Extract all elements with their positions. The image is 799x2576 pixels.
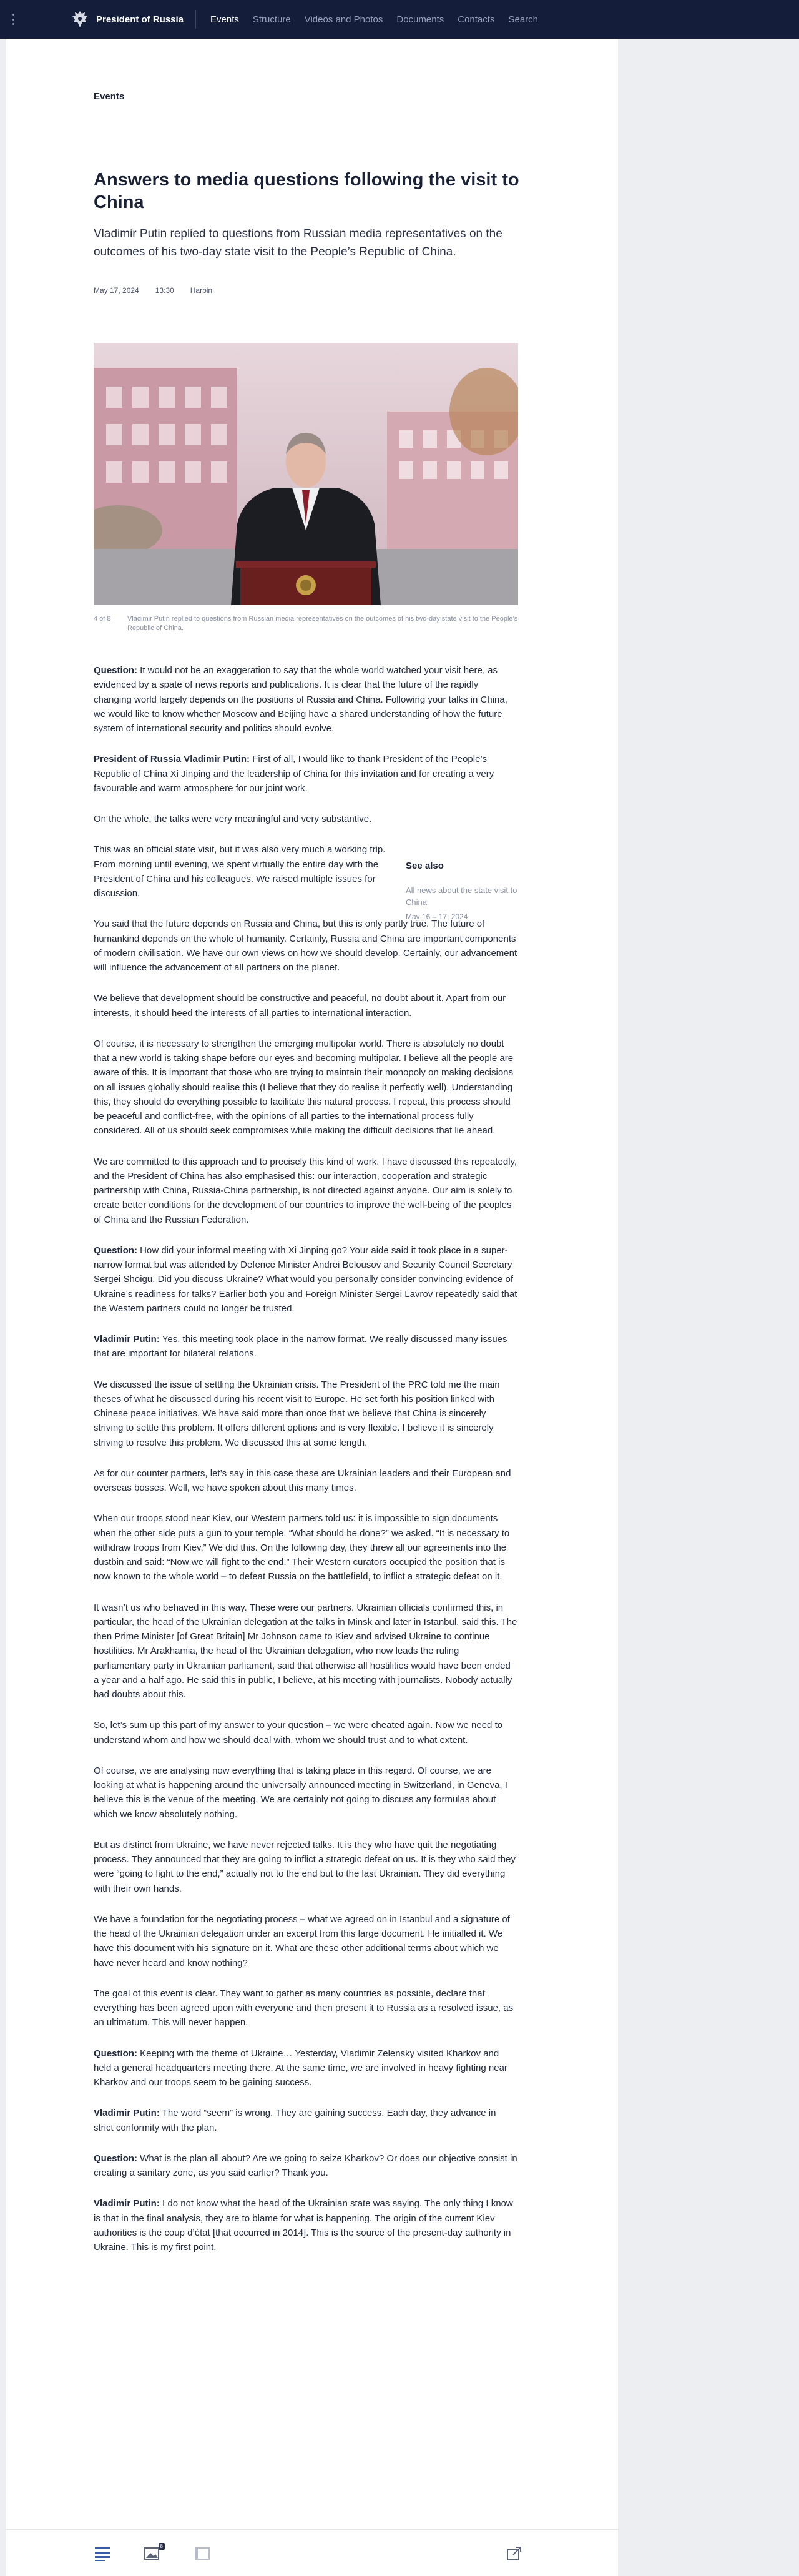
article-title: Answers to media questions following the visit to China <box>94 170 519 213</box>
nav-documents[interactable]: Documents <box>396 14 444 25</box>
photo-count-badge: 8 <box>159 2543 165 2550</box>
bottom-toolbar <box>6 2529 618 2576</box>
photo-gallery-button[interactable] <box>144 2545 161 2562</box>
article-paragraph <box>94 991 518 1020</box>
article-paragraph <box>94 1037 518 1138</box>
paragraph-text: Keeping with the theme of Ukraine… Yesterday, Vladimir Zelensky visited Kharkov and held a general headquarters meeting there. At the same time, we are involved in heavy fighting near Kharkov and our troops seem to be gaining success. <box>94 2048 507 2088</box>
speaker-label: Question: <box>94 2048 137 2059</box>
paragraph-text: The word “seem” is wrong. They are gaining success. Each day, they advance in strict conformity with the plan. <box>94 2108 496 2133</box>
article-paragraph <box>94 2106 518 2135</box>
paragraph-text: We are committed to this approach and to precisely this kind of work. I have discussed this repeatedly, and the President of China has also emphasised this: our interaction, cooperation and strategic partnership with China, Russia-China partnership, is not directed against anyone. Our aim is solely to create better conditions for the development of our countries to improve the well-being of the peoples of China and the Russian Federation. <box>94 1156 517 1225</box>
article-paragraph <box>94 842 390 901</box>
speaker-label: Vladimir Putin: <box>94 2198 160 2209</box>
video-icon[interactable] <box>194 2545 211 2562</box>
article-meta <box>94 286 228 295</box>
text-view-icon[interactable] <box>94 2545 111 2562</box>
speaker-label: Vladimir Putin: <box>94 2108 160 2119</box>
article-paragraph <box>94 1243 518 1316</box>
article-paragraph <box>94 663 518 736</box>
paragraph-text: It wasn’t us who behaved in this way. These were our partners. Ukrainian officials confirmed this, in particular, the head of the Ukrainian delegation at the talks in Minsk and later in Istanbul, said this. The then Prime Minister [of Great Britain] Mr Johnson came to Kiev and advised Ukraine to continue hostilities. Mr Arakhamia, the head of the Ukrainian delegation, who now leads the ruling parliamentary party in Ukrainian parliament, said that otherwise all hostilities would have been ended a year and a half ago. He said this in public, I believe, at his meeting with journalists. Nobody actually had doubts about this. <box>94 1602 517 1700</box>
nav-videos-photos[interactable]: Videos and Photos <box>304 14 383 25</box>
paragraph-text: This was an official state visit, but it was also very much a working trip. From morning until evening, we spent virtually the entire day with the President of China and his colleagues. We raised multiple issues for discussion. <box>94 844 386 899</box>
article-body <box>94 663 518 2271</box>
nav-search[interactable]: Search <box>508 14 538 25</box>
see-also-link[interactable]: All news about the state visit to China <box>406 886 517 907</box>
paragraph-text: First of all, I would like to thank President of the People’s Republic of China Xi Jinping and the leadership of China for this invitation and for creating a very favourable and warm atmosphere for our joint work. <box>94 754 494 794</box>
paragraph-text: We believe that development should be constructive and peaceful, no doubt about it. Apart from our interests, it should heed the interests of all parties to international interaction. <box>94 993 506 1019</box>
paragraph-text: We have a foundation for the negotiating process – what we agreed on in Istanbul and a signature of the head of the Ukrainian delegation under an excerpt from this large document. He initialled it. We have this document with his signature on it. What are these other additional terms about which we have never heard and know nothing? <box>94 1913 510 1968</box>
nav-events[interactable]: Events <box>210 14 239 25</box>
article-paragraph <box>94 917 518 975</box>
article-paragraph <box>94 812 518 826</box>
paragraph-text: We discussed the issue of settling the Ukrainian crisis. The President of the PRC told me the main theses of what he discussed during his recent visit to Europe. He set forth his position linked with Chinese peace initiatives. We have said more than once that we believe that China is sincerely striving to settle this problem. It offers different options and is very flexible. I believe it is sincerely striving to resolve this problem. We discussed this at some length. <box>94 1379 500 1448</box>
nav-contacts[interactable]: Contacts <box>458 14 495 25</box>
article-paragraph <box>94 1511 518 1584</box>
article-paragraph <box>94 1986 518 2030</box>
brand-name: President of Russia <box>96 14 184 25</box>
article-paragraph <box>94 1838 518 1896</box>
article-place: Harbin <box>190 286 213 295</box>
paragraph-text: How did your informal meeting with Xi Jinping go? Your aide said it took place in a super-narrow format but was attended by Defence Minister Andrei Belousov and Security Council Secretary Sergei Shoigu. Did you discuss Ukraine? What would you personally consider convincing evidence of Ukraine’s readiness for talks? Earlier both you and Foreign Minister Sergei Lavrov repeatedly said that the Western partners could no longer be trusted. <box>94 1245 517 1314</box>
article-lead: Vladimir Putin replied to questions from Russian media representatives on the outcomes of his two-day state visit to the People’s Republic of China. <box>94 227 502 259</box>
photo-illustration <box>94 343 518 605</box>
article-paragraph <box>94 2046 518 2090</box>
article-paragraph <box>94 2196 518 2254</box>
see-also-heading: See also <box>406 861 444 871</box>
paragraph-text: Of course, it is necessary to strengthen the emerging multipolar world. There is absolutely no doubt that a new world is taking shape before our eyes and becoming multipolar. I believe all the people are aware of this. It is important that those who are trying to maintain their monopoly on making decisions on all issues globally should realise this (I believe that they do realise it perfectly well). Understanding this, they should do everything possible to facilitate this natural process. I repeat, this process should be peaceful and conflict-free, with the opinions of all parties to the international process fully considered. All of us should seek compromises while making the difficult decisions that lie ahead. <box>94 1038 514 1137</box>
article-paragraph <box>94 1718 518 1747</box>
speaker-label: Vladimir Putin: <box>94 1334 160 1345</box>
menu-dots-icon[interactable] <box>12 14 15 25</box>
paragraph-text: So, let’s sum up this part of my answer to your question – we were cheated again. Now we need to understand whom and how we should deal with, whom we should trust and to what extent. <box>94 1720 503 1745</box>
paragraph-text: I do not know what the head of the Ukrainian state was saying. The only thing I know is that in the final analysis, they are to blame for what is happening. The origin of the current Kiev authorities is the coup d’état [that occurred in 2014]. This is the source of the present-day authority in Ukraine. This is my first point. <box>94 2198 513 2253</box>
section-label[interactable]: Events <box>94 91 125 102</box>
share-icon[interactable] <box>506 2545 523 2562</box>
speaker-label: Question: <box>94 2153 137 2164</box>
article-paragraph <box>94 1155 518 1227</box>
double-headed-eagle-icon <box>71 10 89 29</box>
article-paragraph <box>94 1378 518 1450</box>
nav-divider <box>195 10 196 29</box>
see-also-date: May 16 – 17, 2024 <box>406 912 468 921</box>
photo-caption <box>94 614 518 634</box>
article-paragraph <box>94 1466 518 1496</box>
speaker-label: Question: <box>94 1245 137 1256</box>
paragraph-text: What is the plan all about? Are we going to seize Kharkov? Or does our objective consist in creating a sanitary zone, as you said earlier? Thank you. <box>94 2153 517 2178</box>
paragraph-text: The goal of this event is clear. They want to gather as many countries as possible, declare that everything has been agreed upon with everyone and then present it to Russia as a resolved issue, as an ultimatum. This will never happen. <box>94 1988 514 2028</box>
article-photo[interactable] <box>94 343 518 605</box>
article-card <box>6 39 618 2543</box>
article-date: May 17, 2024 <box>94 286 139 295</box>
article-paragraph <box>94 1332 518 1361</box>
speaker-label: Question: <box>94 665 137 676</box>
paragraph-text: When our troops stood near Kiev, our Western partners told us: it is impossible to sign documents when the other side puts a gun to your temple. “What should be done?” we asked. “It is necessary to withdraw troops from Kiev.” We did this. On the following day, they threw all our agreements into the dustbin and said: “Now we will fight to the end.” Their Western curators occupied the position that is now known to the whole world – to defeat Russia on the battlefield, to inflict a strategic defeat on it. <box>94 1513 510 1582</box>
article-paragraph <box>94 1912 518 1970</box>
article-paragraph <box>94 2151 518 2181</box>
paragraph-text: It would not be an exaggeration to say that the whole world watched your visit here, as evidenced by a spate of news reports and publications. It is clear that the future of the rapidly changing world largely depends on the positions of Russia and China. Following your talks in China, we would like to know whether Moscow and Beijing have a shared understanding of how the future system of international security and politics should evolve. <box>94 665 507 734</box>
paragraph-text: On the whole, the talks were very meaningful and very substantive. <box>94 814 372 824</box>
main-nav <box>210 0 552 39</box>
site-brand[interactable] <box>71 9 184 30</box>
top-navigation-bar <box>0 0 799 39</box>
speaker-label: President of Russia Vladimir Putin: <box>94 754 250 765</box>
photo-counter: 4 of 8 <box>94 615 111 623</box>
photo-caption-text: Vladimir Putin replied to questions from Russian media representatives on the outcomes of his two-day state visit to the People’s Republic of China. <box>127 615 518 633</box>
article-paragraph <box>94 752 518 796</box>
article-time: 13:30 <box>155 286 174 295</box>
paragraph-text: Of course, we are analysing now everything that is taking place in this regard. Of course, we are looking at what is happening around the universally announced meeting in Switzerland, in Geneva, I believe this is the venue of the meeting. We are certainly not going to discuss any formulas about which we know absolutely nothing. <box>94 1765 507 1820</box>
article-paragraph <box>94 1764 518 1822</box>
nav-structure[interactable]: Structure <box>252 14 291 25</box>
article-paragraph <box>94 1601 518 1702</box>
paragraph-text: As for our counter partners, let’s say in this case these are Ukrainian leaders and their European and overseas bosses. Well, we have spoken about this many times. <box>94 1468 511 1493</box>
paragraph-text: Yes, this meeting took place in the narrow format. We really discussed many issues that are important for bilateral relations. <box>94 1334 507 1360</box>
paragraph-text: You said that the future depends on Russia and China, but this is only partly true. The future of humankind depends on the whole of humanity. Certainly, Russia and China are important components of modern civilisation. We have our own views on how we should develop. Certainly, our advancement will influence the advancement of all partners on the planet. <box>94 919 517 973</box>
paragraph-text: But as distinct from Ukraine, we have never rejected talks. It is they who have quit the negotiating process. They announced that they are going to inflict a strategic defeat on us. It is they who said they were “going to fight to the end,” actually not to the end but to the last Ukrainian. They did everything with their own hands. <box>94 1839 516 1894</box>
